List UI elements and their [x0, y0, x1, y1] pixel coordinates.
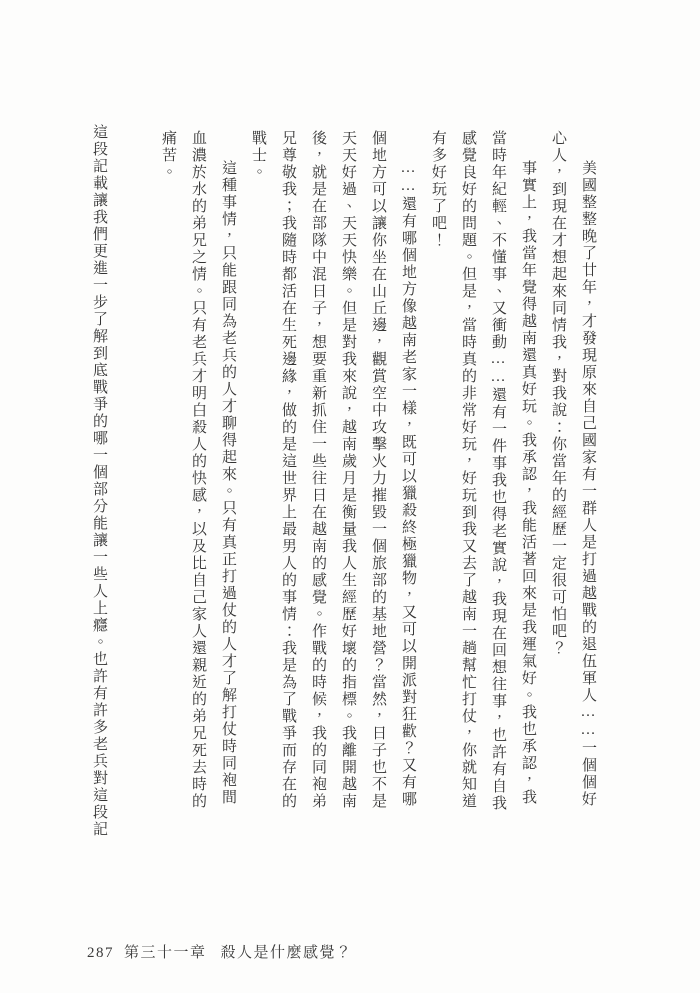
page-footer — [87, 941, 353, 962]
quote-paragraph-2: 事實上，我當年覺得越南還真好玩。我承認，我能活著回來是我運氣好。我也承認，我當時年紀輕、不懂事、又衝動……還有一件事我也得老實說，我現在回想往事，也許有自我感覺良好的問題。但是，當時真的非常好玩，好玩到我又去了越南一趟幫忙打仗，你就知道有多好玩了吧！ — [430, 130, 536, 812]
author-commentary — [83, 124, 115, 840]
chapter-title: 殺人是什麼感覺？ — [220, 945, 353, 961]
quote-paragraph-4: 這種事情，只能跟同為老兵的人才聊得起來。只有真正打過仗的人才了解打仗時同袍間血濃於水的弟兄之情。只有老兵才明白殺人的快感，以及比自己家人還親近的弟兄死去時的痛苦。 — [160, 130, 236, 810]
page-number: 287 — [87, 945, 114, 961]
quoted-veteran-account — [153, 130, 603, 812]
commentary-paragraph: 這段記載讓我們更進一步了解到底戰爭的哪一個部分能讓一些人上癮。也許有許多老兵對這段記 — [91, 124, 107, 838]
quote-paragraph-1: 美國整整晚了廿年，才發現原來自己國家有一群人是打過越戰的退伍軍人……一個個好心人，到現在才想起來同情我，對我說：你當年的經歷一定很可怕吧？ — [550, 130, 596, 808]
quote-paragraph-3: ……還有哪個地方像越南老家一樣，既可以獵殺終極獵物，又可以開派對狂歡？又有哪個地方可以讓你坐在山丘邊，觀賞空中攻擊火力摧毀一個旅部的基地營？當然，日子也不是天天好過、天天快樂。但是對我來說，越南歲月是衡量我人生經歷好壞的指標。我離開越南後，就是在部隊中混日子，想要重新抓住一些往日在越南的感覺。作戰的時候，我的同袍弟兄尊敬我；我隨時都活在生死邊緣，做的是這世界上最男人的事情：我是為了戰爭而存在的戰士。 — [250, 130, 416, 810]
chapter-label: 第三十一章 — [124, 945, 207, 961]
